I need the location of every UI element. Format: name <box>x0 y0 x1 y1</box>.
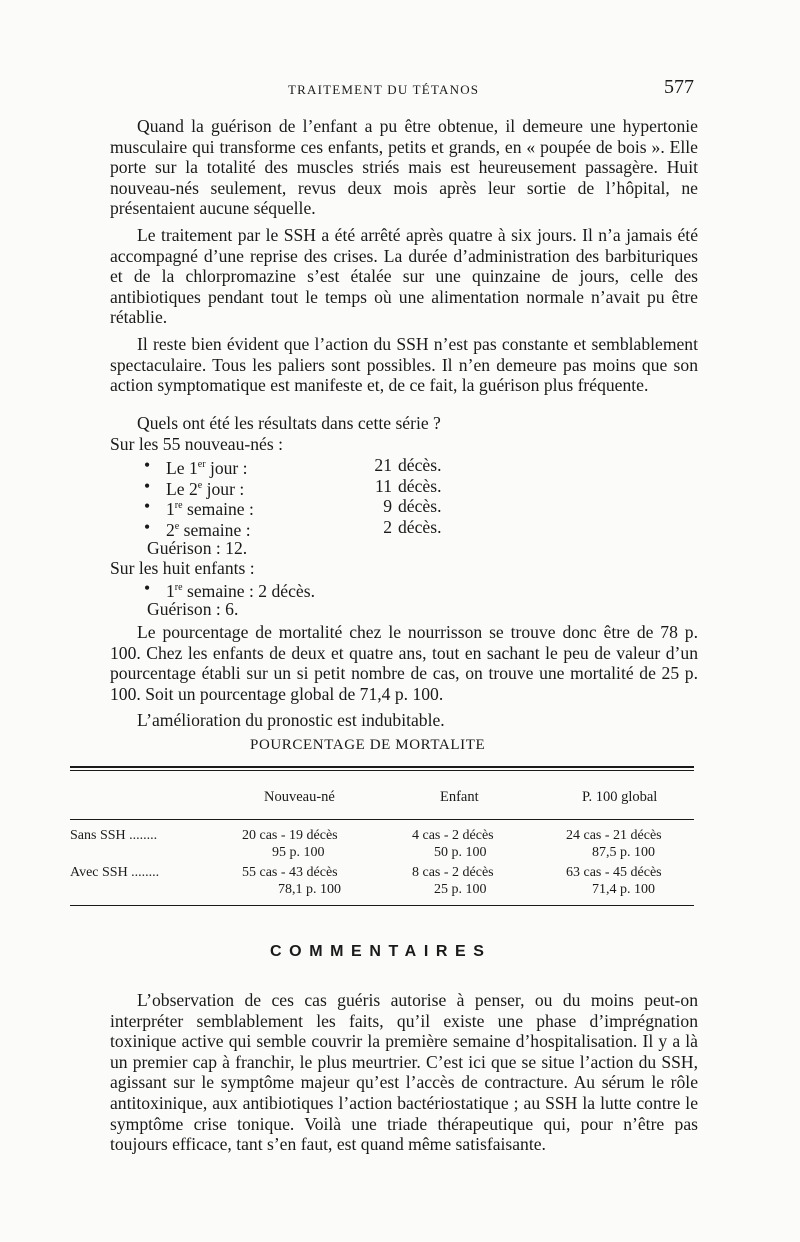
item-label: Le 1er jour : <box>166 457 248 478</box>
body-text-commentaires <box>110 990 698 1155</box>
list-item <box>110 578 510 599</box>
bullet-icon: • <box>144 516 151 537</box>
column-header-child: Enfant <box>440 789 479 805</box>
body-text-conclusion <box>110 622 698 731</box>
table-cell: 8 cas - 2 décès <box>412 865 494 880</box>
newborn-cure: Guérison : 12. <box>147 538 248 558</box>
running-title: TRAITEMENT DU TÉTANOS <box>288 82 480 97</box>
newborn-results-list <box>110 455 510 540</box>
table-cell: 71,4 p. 100 <box>592 882 655 897</box>
item-value: 11 <box>375 475 392 496</box>
table-cell: 4 cas - 2 décès <box>412 828 494 843</box>
paragraph-commentaires: L’observation de ces cas guéris autorise à penser, ou du moins peut-on interpréter semblablement les faits, qu’il existe une phase d’imprégnation toxinique active qui semble couvrir la première semaine d’hospitalisation. Il y a là un premier cap à franchir, le plus meurtrier. C’est ici que se situe l’action du SSH, agissant sur le symptôme majeur qu’est l’accès de contracture. Au sérum le rôle antitoxinique, aux antibiotiques l’action bactériostatique ; au SSH la lutte contre le symptôme crise tonique. Voilà une triade thérapeutique qui, pour n’être pas toujours efficace, tant s’en faut, est quand même satisfaisante. <box>110 990 698 1155</box>
item-unit: décès. <box>398 496 442 517</box>
list-item <box>110 455 510 476</box>
paragraph-improvement: L’amélioration du pronostic est indubitable. <box>137 710 445 731</box>
paragraph-2: Le traitement par le SSH a été arrêté après quatre à six jours. Il n’a jamais été accompagné d’une reprise des crises. La durée d’administration des barbituriques et de la chlorpromazine s’est étalée sur une quinzaine de jours, celle des antibiotiques pendant tout le temps où une alimentation normale n’avait pu être rétablie. <box>110 224 698 328</box>
children-intro: Sur les huit enfants : <box>110 558 255 578</box>
newborns-intro: Sur les 55 nouveau-nés : <box>110 434 283 454</box>
item-label: Le 2e jour : <box>166 478 245 499</box>
paragraph-1: Quand la guérison de l’enfant a pu être obtenue, il demeure une hypertonie musculaire qui transforme ces enfants, petits et grands, en « poupée de bois ». Elle porte sur la totalité des muscles striés mais est heureusement passagère. Huit nouveau-nés seulement, revus deux mois après leur sortie de l’hôpital, ne présentaient aucune séquelle. <box>110 116 698 219</box>
item-label: 2e semaine : <box>166 519 251 540</box>
table-cell: 55 cas - 43 décès <box>242 865 338 880</box>
table-title: POURCENTAGE DE MORTALITE <box>250 737 486 753</box>
table-bottom-rule <box>70 905 694 906</box>
list-item <box>110 476 510 497</box>
children-results-list <box>110 578 510 599</box>
table-cell: 50 p. 100 <box>434 845 487 860</box>
row-label-with-ssh: Avec SSH ........ <box>70 865 160 880</box>
section-heading: COMMENTAIRES <box>270 943 492 960</box>
children-cure: Guérison : 6. <box>147 599 239 619</box>
table-cell: 20 cas - 19 décès <box>242 828 338 843</box>
bullet-icon: • <box>144 496 151 517</box>
item-value: 9 <box>383 496 392 517</box>
row-label-without-ssh: Sans SSH ........ <box>70 828 158 843</box>
table-cell: 25 p. 100 <box>434 882 487 897</box>
item-unit: décès. <box>398 455 442 475</box>
body-text-top <box>110 116 698 396</box>
item-unit: décès. <box>398 516 442 537</box>
bullet-icon: • <box>144 455 151 475</box>
item-label: 1re semaine : 2 décès. <box>166 580 315 601</box>
list-item <box>110 496 510 520</box>
table-cell: 24 cas - 21 décès <box>566 828 662 843</box>
bullet-icon: • <box>144 578 151 598</box>
page-number: 577 <box>664 76 694 98</box>
table-top-rule-thin <box>70 770 694 771</box>
table-header-rule <box>70 819 694 820</box>
column-header-newborn: Nouveau-né <box>264 789 335 805</box>
table-cell: 78,1 p. 100 <box>278 882 341 897</box>
item-label: 1re semaine : <box>166 499 254 520</box>
paragraph-conclusion: Le pourcentage de mortalité chez le nourrisson se trouve donc être de 78 p. 100. Chez les enfants de deux et quatre ans, tout en sachant le peu de valeur d’un pourcentage établi sur un si petit nombre de cas, on trouve une mortalité de 25 p. 100. Soit un pourcentage global de 71,4 p. 100. <box>110 622 698 704</box>
table-cell: 95 p. 100 <box>272 845 325 860</box>
paragraph-3: Il reste bien évident que l’action du SSH n’est pas constante et semblablement spectaculaire. Tous les paliers sont possibles. Il n’en demeure pas moins que son action symptomatique est manifeste et, de ce fait, la guérison plus fréquente. <box>110 333 698 396</box>
results-question: Quels ont été les résultats dans cette série ? <box>137 413 441 433</box>
list-item <box>110 517 510 538</box>
table-top-rule <box>70 766 694 768</box>
item-value: 21 <box>374 455 392 475</box>
table-cell: 87,5 p. 100 <box>592 845 655 860</box>
table-cell: 63 cas - 45 décès <box>566 865 662 880</box>
item-unit: décès. <box>398 475 442 496</box>
bullet-icon: • <box>144 475 151 496</box>
column-header-global: P. 100 global <box>582 789 658 805</box>
item-value: 2 <box>383 516 392 537</box>
